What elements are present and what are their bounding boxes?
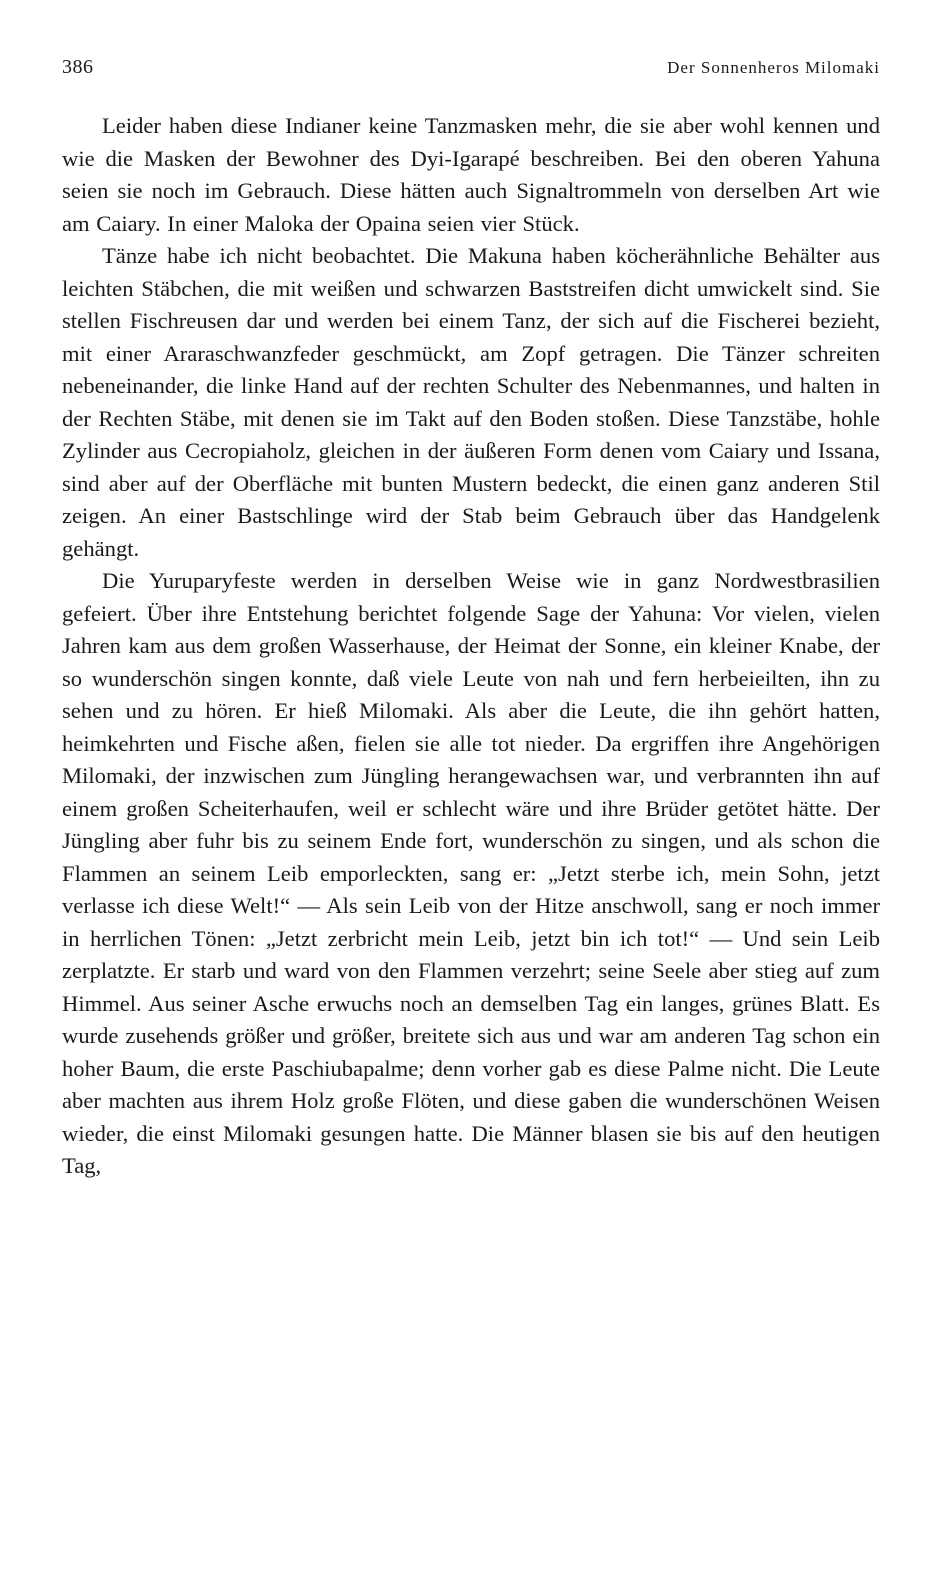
body-text bbox=[62, 110, 880, 1183]
paragraph-taenze: Tänze habe ich nicht beobachtet. Die Makuna haben köcherähnliche Behälter aus leichten Stäbchen, die mit weißen und schwarzen Baststreifen dicht umwickelt sind. Sie stellen Fischreusen dar und werden bei einem Tanz, der sich auf die Fischerei bezieht, mit einer Araraschwanzfeder geschmückt, am Zopf getragen. Die Tänzer schreiten nebeneinander, die linke Hand auf der rechten Schulter des Nebenmannes, und halten in der Rechten Stäbe, mit denen sie im Takt auf den Boden stoßen. Diese Tanzstäbe, hohle Zylinder aus Cecropiaholz, gleichen in der äußeren Form denen vom Caiary und Issana, sind aber auf der Oberfläche mit bunten Mustern bedeckt, die einen ganz anderen Stil zeigen. An einer Bastschlinge wird der Stab beim Gebrauch über das Handgelenk gehängt. bbox=[62, 243, 880, 561]
running-title: Der Sonnenheros Milomaki bbox=[667, 58, 880, 77]
page-number: 386 bbox=[62, 56, 94, 78]
paragraph-tanzmasken: Leider haben diese Indianer keine Tanzmasken mehr, die sie aber wohl kennen und wie die Masken der Bewohner des Dyi-Igarapé beschreiben. Bei den oberen Yahuna seien sie noch im Gebrauch. Diese hätten auch Signaltrommeln von derselben Art wie am Caiary. In einer Maloka der Opaina seien vier Stück. bbox=[62, 113, 880, 236]
page-header bbox=[62, 56, 880, 92]
book-page bbox=[62, 56, 880, 1183]
paragraph-yuruparyfeste: Die Yuruparyfeste werden in derselben Weise wie in ganz Nordwestbrasilien gefeiert. Über ihre Entstehung berichtet folgende Sage der Yahuna: Vor vielen, vielen Jahren kam aus dem großen Wasserhause, der Heimat der Sonne, ein kleiner Knabe, der so wunderschön singen konnte, daß viele Leute von nah und fern herbeieilten, ihn zu sehen und zu hören. Er hieß Milomaki. Als aber die Leute, die ihn gehört hatten, heimkehrten und Fische aßen, fielen sie alle tot nieder. Da ergriffen ihre Angehörigen Milomaki, der inzwischen zum Jüngling herangewachsen war, und verbrannten ihn auf einem großen Scheiterhaufen, weil er schlecht wäre und ihre Brüder getötet hätte. Der Jüngling aber fuhr bis zu seinem Ende fort, wunderschön zu singen, und als schon die Flammen an seinem Leib emporleckten, sang er: „Jetzt sterbe ich, mein Sohn, jetzt verlasse ich diese Welt!“ — Als sein Leib von der Hitze anschwoll, sang er noch immer in herrlichen Tönen: „Jetzt zerbricht mein Leib, jetzt bin ich tot!“ — Und sein Leib zerplatzte. Er starb und ward von den Flammen verzehrt; seine Seele aber stieg auf zum Himmel. Aus seiner Asche erwuchs noch an demselben Tag ein langes, grünes Blatt. Es wurde zusehends größer und größer, breitete sich aus und war am anderen Tag schon ein hoher Baum, die erste Paschiubapalme; denn vorher gab es diese Palme nicht. Die Leute aber machten aus ihrem Holz große Flöten, und diese gaben die wunderschönen Weisen wieder, die einst Milomaki gesungen hatte. Die Männer blasen sie bis auf den heutigen Tag, bbox=[62, 568, 880, 1178]
